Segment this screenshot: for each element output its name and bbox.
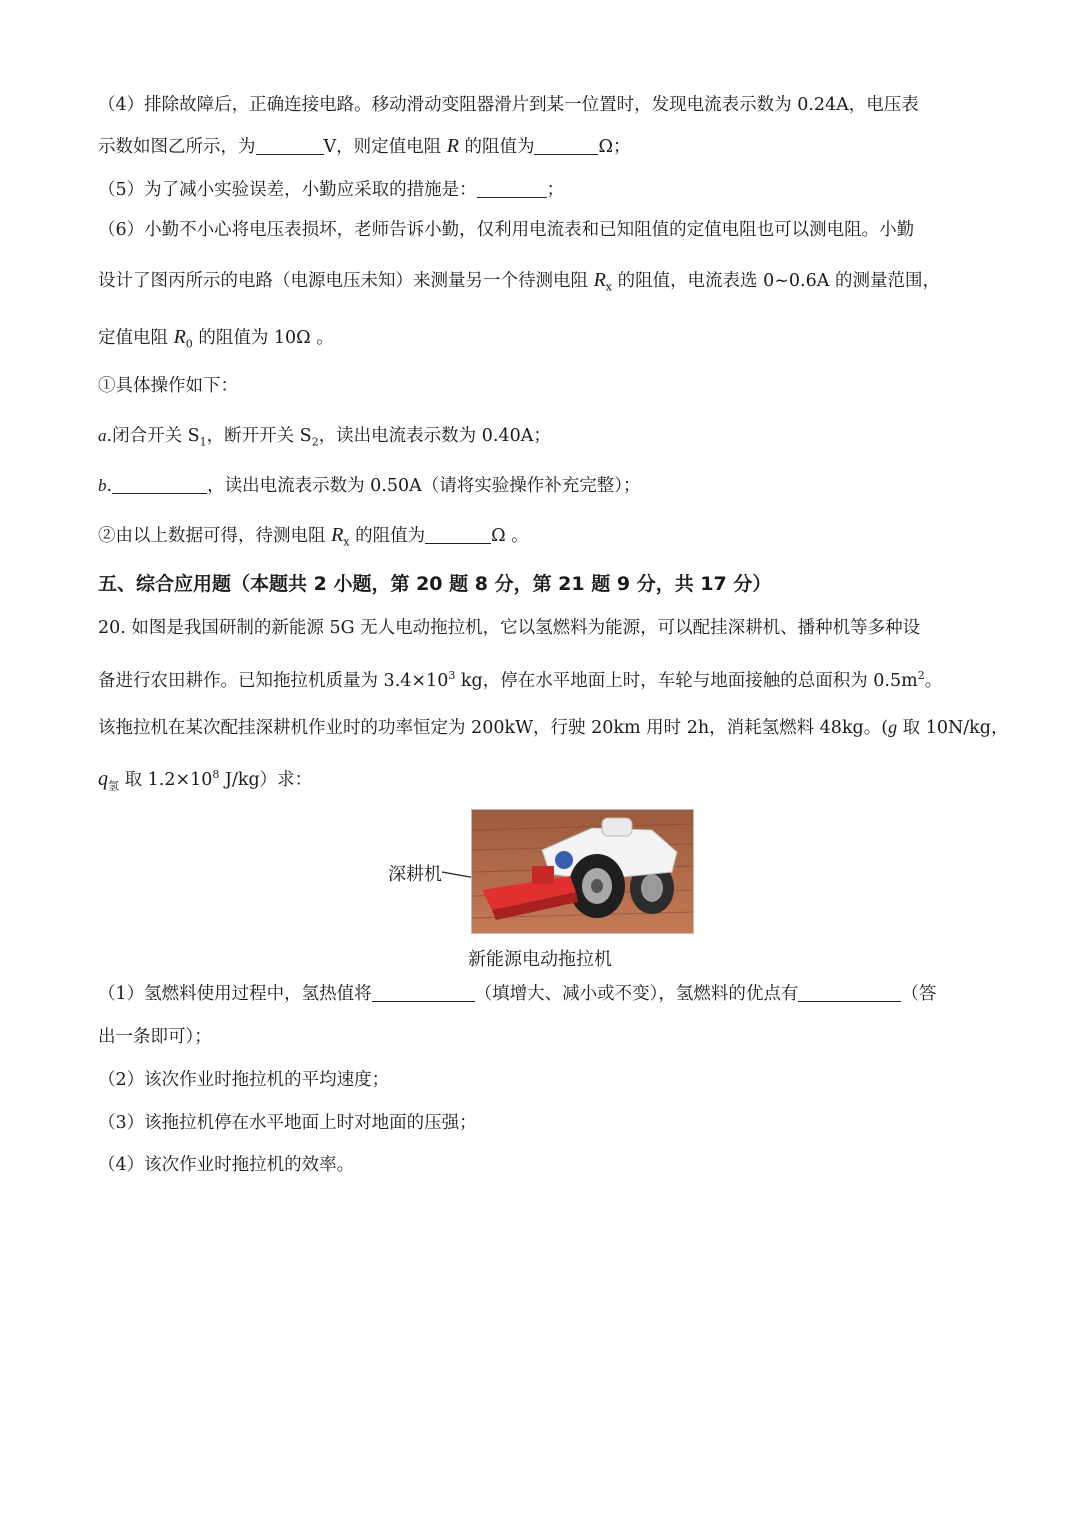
result-text: Ω 。: [491, 526, 529, 546]
q19-part4-text: 示数如图乙所示，为: [98, 137, 256, 157]
switch-s2-subscript: 2: [311, 435, 319, 449]
result-line: [98, 521, 529, 557]
q20-sub3: （3）该拖拉机停在水平地面上时对地面的压强；: [98, 1113, 477, 1133]
result-text: ②由以上数据可得，待测电阻: [98, 526, 332, 546]
rx-symbol: R: [593, 269, 606, 291]
q19-part5-text: ；: [546, 180, 565, 200]
q19-part6-text: 设计了图丙所示的电路（电源电压未知）来测量另一个待测电阻: [98, 271, 594, 291]
rx-value-answer-blank[interactable]: [425, 525, 491, 544]
resistance-answer-blank[interactable]: [534, 136, 598, 155]
operation-step-b: [98, 472, 641, 500]
q20-text: 。: [924, 670, 943, 691]
q19-part5: [98, 176, 564, 204]
step-a-text: ，断开开关 S: [206, 426, 312, 446]
rx-subscript: x: [343, 535, 350, 549]
q19-part6-line1: （6）小勤不小心将电压表损坏，老师告诉小勤，仅利用电流表和已知阻值的定值电阻也可以测电阻。小勤: [98, 220, 915, 240]
q20-text: kg，停在水平地面上时，车轮与地面接触的总面积为 0.5m: [455, 670, 918, 691]
q19-part6-line3: [98, 323, 334, 359]
step-b-text: .: [106, 476, 113, 496]
voltage-answer-blank[interactable]: [256, 136, 324, 155]
q20-text: 取 1.2×10: [119, 769, 213, 790]
q20-sub2: （2）该次作业时拖拉机的平均速度；: [98, 1070, 390, 1090]
q20-text: 取 10N/kg，: [897, 718, 1009, 738]
q20-line4: [98, 761, 312, 800]
q20-sub4: （4）该次作业时拖拉机的效率。: [98, 1155, 355, 1175]
heat-value-change-blank[interactable]: [372, 983, 475, 1002]
step-a-text: ，读出电流表示数为 0.40A；: [318, 426, 551, 446]
q20-sub1-text: （填增大、减小或不变），氢燃料的优点有: [474, 984, 799, 1004]
q19-part6-text: 的阻值，电流表选 0~0.6A 的测量范围，: [612, 271, 940, 291]
q19-part5-text: （5）为了减小实验误差，小勤应采取的措施是：: [98, 180, 477, 200]
step-a-label: a: [98, 426, 107, 445]
step-b-text: ，读出电流表示数为 0.50A（请将实验操作补充完整）；: [207, 476, 641, 496]
q19-part4-text: Ω；: [598, 137, 631, 157]
q20-text: 该拖拉机在某次配挂深耕机作业时的功率恒定为 200kW，行驶 20km 用时 2h，消耗氢燃料 48kg。(: [98, 718, 889, 738]
r0-symbol: R: [173, 326, 186, 348]
q19-part6-text: 的阻值为 10Ω 。: [192, 328, 334, 348]
step-a-text: .闭合开关 S: [106, 426, 200, 446]
deep-tiller-label: 深耕机: [388, 864, 442, 885]
q19-part4-text: 的阻值为: [458, 137, 535, 157]
q20-text: J/kg）求：: [219, 769, 313, 790]
q20-sub1-line1: [98, 980, 936, 1008]
q19-part4-line1: （4）排除故障后，正确连接电路。移动滑动变阻器滑片到某一位置时，发现电流表示数为 0.24A，电压表: [98, 95, 919, 115]
mass-exponent: 3: [448, 669, 456, 682]
q20-line3: [98, 713, 1009, 742]
operation-step-a: [98, 422, 551, 457]
q20-line2: [98, 662, 942, 695]
step-b-label: b: [98, 476, 107, 495]
q19-part6-line2: [98, 266, 940, 302]
q20-sub1-text: （1）氢燃料使用过程中，氢热值将: [98, 984, 372, 1004]
q20-line1: 20. 如图是我国研制的新能源 5G 无人电动拖拉机，它以氢燃料为能源，可以配挂深耕机、播种机等多种设: [98, 618, 921, 638]
error-measure-answer-blank[interactable]: [477, 179, 547, 198]
q19-part4-line2: [98, 132, 631, 161]
rx-symbol: R: [331, 524, 344, 546]
q20-text: 备进行农田耕作。已知拖拉机质量为 3.4×10: [98, 670, 449, 691]
q19-part6-text: 定值电阻: [98, 328, 174, 348]
step-b-answer-blank[interactable]: [112, 475, 207, 494]
heat-value-exponent: 8: [212, 768, 220, 781]
tractor-photo: [471, 809, 694, 934]
q20-sub1-line2: 出一条即可）；: [98, 1027, 212, 1047]
q19-part4-text: V，则定值电阻: [323, 137, 447, 157]
operation-title: ①具体操作如下：: [98, 376, 238, 396]
section-heading: 五、综合应用题（本题共 2 小题，第 20 题 8 分，第 21 题 9 分，共 17 分）: [98, 573, 772, 595]
gravity-symbol: g: [888, 717, 898, 737]
hydrogen-subscript: 氢: [108, 779, 119, 793]
r0-subscript: 0: [185, 337, 193, 351]
hydrogen-advantage-blank[interactable]: [798, 983, 901, 1002]
result-text: 的阻值为: [349, 526, 426, 546]
rx-subscript: x: [605, 280, 612, 294]
resistor-symbol: R: [446, 135, 459, 157]
q20-sub1-text: （答: [901, 984, 937, 1004]
switch-s1-subscript: 1: [199, 435, 207, 449]
figure-caption: 新能源电动拖拉机: [468, 949, 612, 970]
heat-value-symbol: q: [98, 767, 108, 790]
area-exponent: 2: [917, 669, 925, 682]
